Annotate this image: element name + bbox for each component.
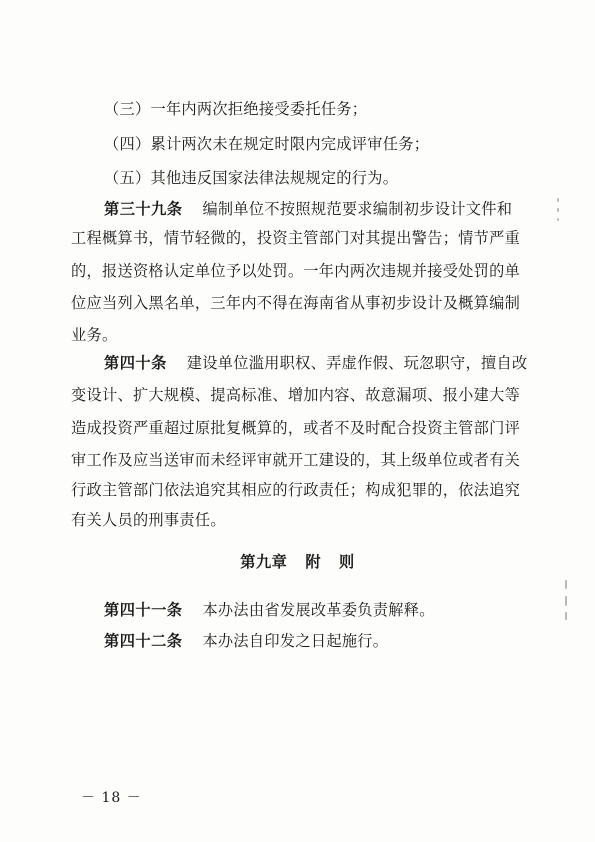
item-3: （三）一年内两次拒绝接受委托任务；: [104, 100, 368, 118]
article-41-text: 本办法由省发展改革委负责解释。: [202, 601, 435, 619]
article-42: [104, 631, 388, 651]
article-40-line: 造成投资严重超过原批复概算的，或者不及时配合投资主管部门评: [71, 419, 521, 437]
binding-mark: [565, 580, 567, 589]
article-39-line: 业务。: [71, 326, 118, 344]
article-40-line: 审工作及应当送审而未经评审就开工建设的，其上级单位或者有关: [71, 451, 521, 469]
binding-mark: [557, 208, 559, 212]
article-40-line: 有关人员的刑事责任。: [71, 511, 226, 529]
binding-mark: [557, 218, 559, 221]
binding-mark: [565, 612, 567, 620]
article-41: [104, 600, 435, 620]
article-42-label: 第四十二条: [104, 632, 183, 650]
article-40-first-line: [104, 353, 527, 373]
article-40-line: 行政主管部门依法追究其相应的行政责任；构成犯罪的，依法追究: [71, 481, 521, 499]
article-39-line: 的，报送资格认定单位予以处罚。一年内两次违规并接受处罚的单: [71, 262, 521, 280]
article-39-line: 位应当列入黑名单，三年内不得在海南省从事初步设计及概算编制: [71, 294, 521, 312]
article-40-text: 建设单位滥用职权、弄虚作假、玩忽职守，擅自改: [186, 354, 528, 372]
item-4: （四）累计两次未在规定时限内完成评审任务；: [104, 135, 430, 153]
chapter-title-char-1: 附: [305, 553, 322, 571]
article-41-label: 第四十一条: [104, 601, 183, 619]
chapter-heading: [0, 552, 595, 572]
page-number: － 18 －: [81, 790, 142, 806]
article-40-label: 第四十条: [104, 354, 167, 372]
binding-mark: [565, 596, 567, 606]
chapter-number: 第九章: [240, 553, 288, 571]
article-39-first-line: [104, 199, 512, 219]
item-5: （五）其他违反国家法律法规规定的行为。: [104, 169, 399, 187]
chapter-title-char-2: 则: [339, 553, 355, 571]
article-39-text: 编制单位不按照规范要求编制初步设计文件和: [202, 200, 513, 218]
article-42-text: 本办法自印发之日起施行。: [202, 632, 389, 650]
article-39-label: 第三十九条: [104, 200, 183, 218]
article-39-line: 工程概算书，情节轻微的，投资主管部门对其提出警告；情节严重: [71, 229, 521, 247]
article-40-line: 变设计、扩大规模、提高标准、增加内容、故意漏项、报小建大等: [71, 386, 521, 404]
binding-mark: [557, 198, 559, 202]
